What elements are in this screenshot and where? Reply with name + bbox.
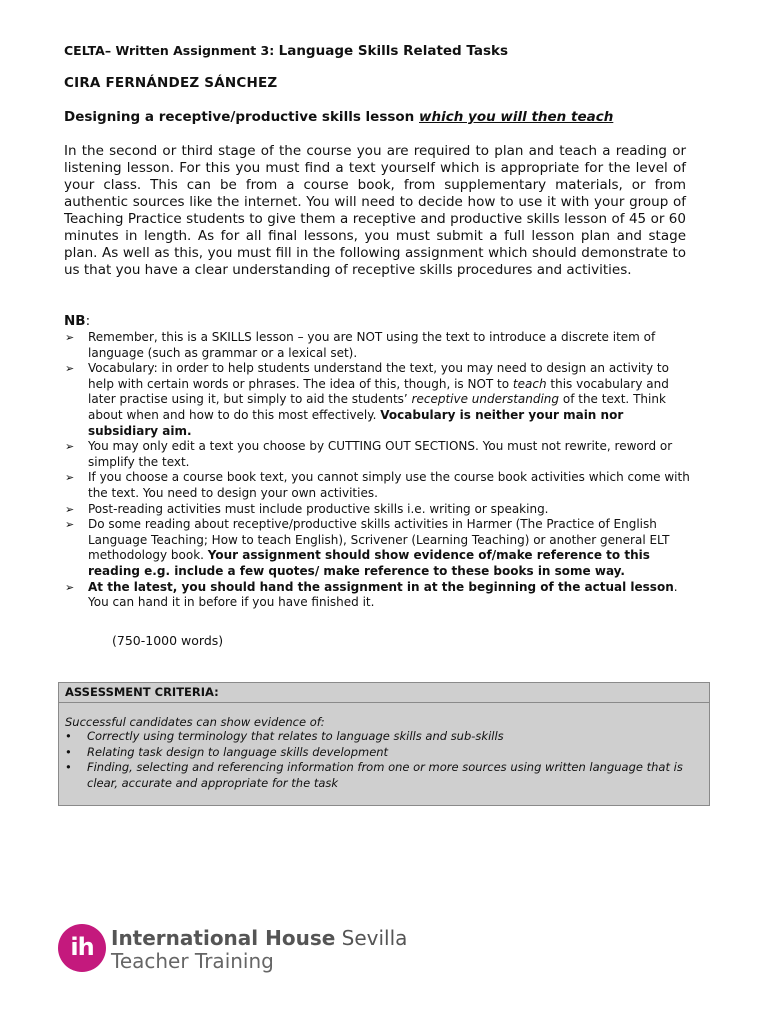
task-title-main: Designing a receptive/productive skills lesson: [64, 109, 419, 125]
nb-list-item: [64, 439, 694, 470]
assessment-criteria-box: [58, 682, 710, 806]
nb-item-text: of the text. Think about when and how to do this most effectively.: [88, 392, 666, 422]
nb-list-item: [64, 330, 694, 361]
nb-list-item: [64, 580, 694, 611]
nb-item-text: You may only edit a text you choose by CUTTING OUT SECTIONS. You must not rewrite, reword or simplify the text.: [88, 439, 673, 469]
bullet-dot-icon: •: [65, 744, 72, 759]
course-subtitle: Language Skills Related Tasks: [278, 43, 509, 59]
intro-paragraph: In the second or third stage of the course you are required to plan and teach a reading or listening lesson. For this you must find a text yourself which is appropriate for the level of your class. This can be from a course book, from supplementary materials, or from authentic sources like the internet. You will need to decide how to use it with your group of Teaching Practice students to give them a receptive and productive skills lesson of 45 or 60 minutes in length. As for all final lessons, you must submit a full lesson plan and stage plan. As well as this, you must fill in the following assignment which should demonstrate to us that you have a clear understanding of receptive skills procedures and activities.: [64, 143, 686, 278]
arrow-bullet-icon: ➢: [65, 440, 75, 454]
arrow-bullet-icon: ➢: [65, 518, 75, 532]
nb-item-text: receptive understanding: [411, 392, 560, 407]
nb-item-text: teach: [512, 376, 547, 391]
nb-item-text: At the latest, you should hand the assignment in at the beginning of the actual lesson: [88, 579, 674, 594]
nb-list-item: [64, 470, 694, 501]
nb-list-item: [64, 361, 694, 439]
task-title-emphasis: which you will then teach: [419, 109, 614, 125]
nb-list-item: [64, 502, 694, 518]
ih-logo-name: [111, 926, 407, 950]
course-heading: [64, 43, 508, 59]
ih-logo-mark: ih: [58, 924, 106, 972]
nb-colon: :: [85, 313, 91, 329]
bullet-dot-icon: •: [65, 729, 72, 743]
ih-logo: [58, 924, 418, 976]
nb-item-text: Post-reading activities must include productive skills i.e. writing or speaking.: [88, 501, 549, 516]
arrow-bullet-icon: ➢: [65, 331, 75, 344]
bullet-dot-icon: •: [65, 760, 72, 774]
ih-logo-tagline: Teacher Training: [111, 949, 274, 973]
arrow-bullet-icon: ➢: [65, 362, 75, 376]
nb-item-text: . You can hand it in before if you have finished it.: [88, 579, 678, 610]
nb-item-text: Do some reading about receptive/productive skills activities in Harmer (The Practice of English Language Teaching; How to teach English), Scrivener (Learning Teaching) or another general ELT methodology book.: [88, 517, 670, 563]
assessment-list: [63, 729, 703, 791]
nb-item-text: this vocabulary and later practise using it, but simply to aid the students’: [88, 376, 669, 407]
author-name: CIRA FERNÁNDEZ SÁNCHEZ: [64, 75, 278, 91]
ih-logo-name-bold: International House: [111, 926, 336, 950]
arrow-bullet-icon: ➢: [65, 580, 75, 594]
assessment-item: [63, 729, 703, 745]
assessment-item-text: Finding, selecting and referencing information from one or more sources using written language that is clear, accurate and appropriate for the task: [87, 760, 683, 790]
nb-item-text: Vocabulary: in order to help students understand the text, you may need to design an activity to help with certain words or phrases. The idea of this, though, is NOT to: [88, 361, 669, 391]
word-count: (750-1000 words): [112, 633, 224, 648]
nb-item-text: Your assignment should show evidence of/make reference to this reading e.g. include a few quotes/ make reference to these books in some way.: [88, 548, 650, 578]
course-label: CELTA– Written Assignment 3:: [64, 43, 279, 58]
nb-heading: [64, 313, 90, 329]
arrow-bullet-icon: ➢: [65, 502, 75, 516]
nb-item-text: Remember, this is a SKILLS lesson – you are NOT using the text to introduce a discrete item of language (such as grammar or a lexical set).: [88, 330, 656, 360]
assessment-item-text: Relating task design to language skills development: [87, 744, 389, 759]
arrow-bullet-icon: ➢: [65, 471, 75, 485]
assessment-item-text: Correctly using terminology that relates to language skills and sub-skills: [87, 729, 504, 743]
assessment-item: [63, 745, 703, 761]
nb-label: NB: [64, 313, 86, 329]
ih-logo-name-rest: Sevilla: [335, 926, 408, 950]
assessment-item: [63, 760, 703, 791]
assessment-divider: [59, 702, 709, 703]
nb-list: [64, 330, 694, 611]
nb-item-text: If you choose a course book text, you cannot simply use the course book activities which come with the text. You need to design your own activities.: [88, 470, 690, 500]
nb-item-text: Vocabulary is neither your main nor subsidiary aim.: [88, 407, 624, 438]
assessment-lead: Successful candidates can show evidence of:: [65, 715, 325, 729]
task-title: [64, 109, 613, 125]
assessment-title: ASSESSMENT CRITERIA:: [65, 685, 219, 699]
nb-list-item: [64, 517, 694, 579]
